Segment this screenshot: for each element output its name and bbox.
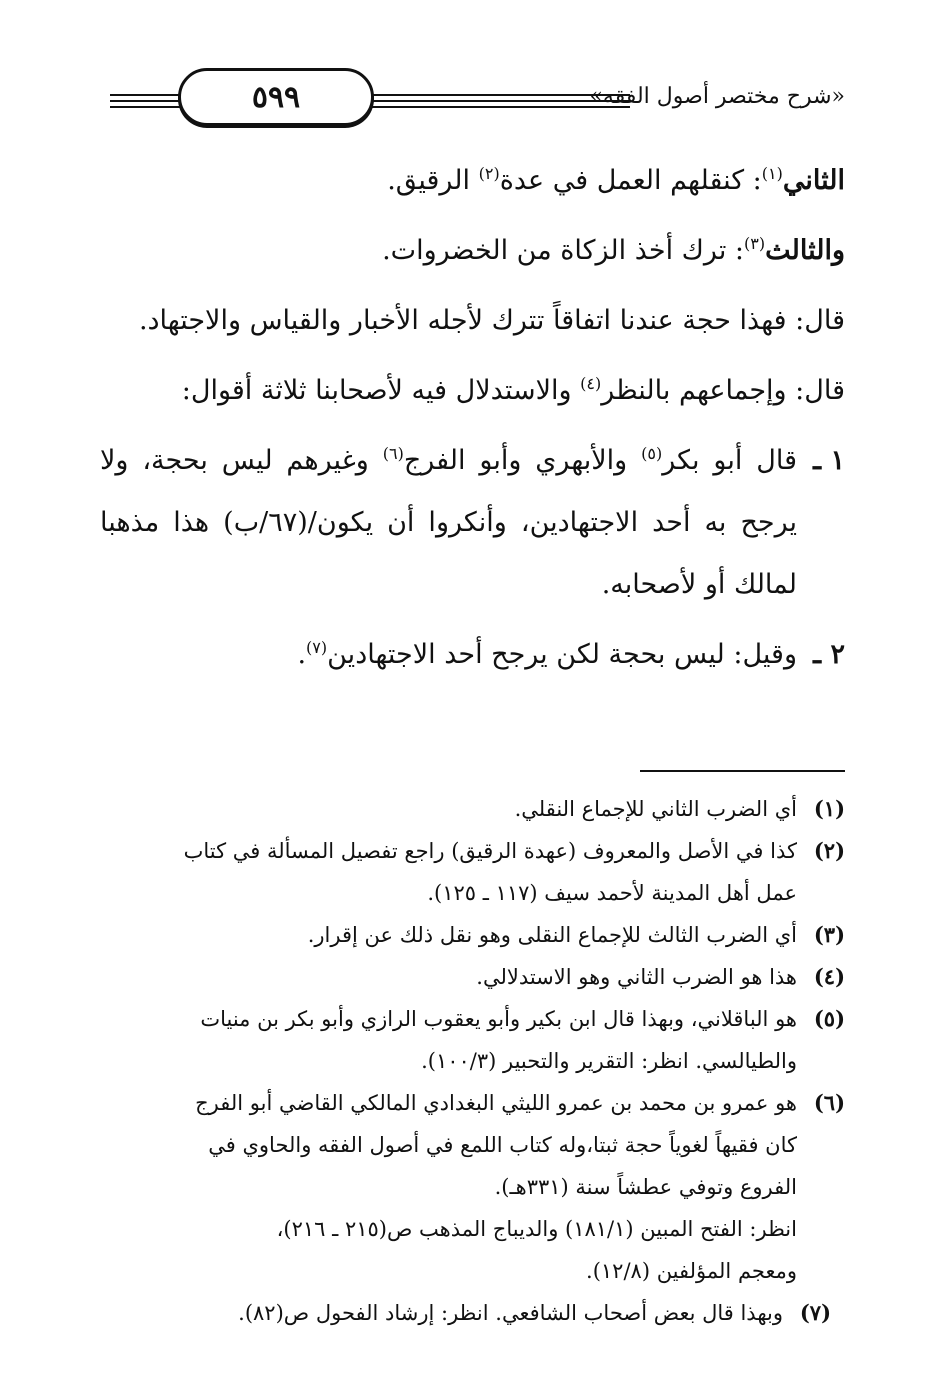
footnote-line: أي الضرب الثاني للإجماع النقلي. — [514, 797, 797, 821]
list-text-part: والأبهري وأبو الفرج — [403, 445, 642, 476]
footnote-line: وبهذا قال بعض أصحاب الشافعي. انظر: إرشاد الفحول ص(٨٢). — [238, 1301, 783, 1325]
footnote-ref: (٦) — [382, 444, 404, 463]
paragraph-label: والثالث — [765, 235, 845, 266]
list-text-part: وقيل: ليس بحجة لكن يرجح أحد الاجتهادين — [327, 639, 797, 670]
list-text-part: وغيرهم ليس بحجة، ولا يرجح به أحد الاجتهادين، وأنكروا أن يكون/(٦٧/ب) هذا مذهبا لمالك أو لأصحابه. — [100, 445, 797, 600]
footnotes — [100, 788, 845, 1334]
footnote-ref: (٤) — [580, 374, 602, 393]
footnote-ref: (١) — [761, 164, 783, 183]
footnote-number: (٧) — [799, 1300, 831, 1325]
footnote-line: الفروع وتوفي عطشاً سنة (٣٣١هـ). — [494, 1175, 797, 1199]
footnote-ref: (٧) — [306, 638, 328, 657]
footnote — [100, 1292, 831, 1334]
footnote-text — [100, 830, 797, 914]
page-number: ٥٩٩ — [251, 79, 301, 115]
footnote-line: عمل أهل المدينة لأحمد سيف (١١٧ ـ ١٢٥). — [427, 881, 797, 905]
paragraph-text: : ترك أخذ الزكاة من الخضروات. — [382, 235, 745, 266]
list-item — [100, 624, 845, 686]
footnote-number: (٢) — [813, 838, 845, 863]
footnote-line: هذا هو الضرب الثاني وهو الاستدلالي. — [476, 965, 797, 989]
running-header — [100, 60, 845, 130]
paragraph-text: الرقيق. — [387, 165, 479, 196]
footnote-line: ومعجم المؤلفين (١٢/٨). — [586, 1259, 797, 1283]
list-number: ١ ـ — [813, 445, 845, 476]
footnote-text — [100, 914, 797, 956]
footnote-line: كذا في الأصل والمعروف (عهدة الرقيق) راجع تفصيل المسألة في كتاب — [183, 839, 797, 863]
footnote — [100, 956, 845, 998]
footnote-line: أي الضرب الثالث للإجماع النقلى وهو نقل ذلك عن إقرار. — [307, 923, 797, 947]
footnote — [100, 1082, 845, 1292]
footnote — [100, 788, 845, 830]
footnote — [100, 998, 845, 1082]
paragraph-text: والاستدلال فيه لأصحابنا ثلاثة أقوال: — [181, 375, 581, 406]
paragraph-third — [100, 220, 845, 282]
footnote-number: (٥) — [813, 1006, 845, 1031]
footnote-ref: (٣) — [744, 234, 766, 253]
paragraph-second — [100, 150, 845, 212]
paragraph-text: قال: وإجماعهم بالنظر — [601, 375, 845, 406]
footnote — [100, 914, 845, 956]
footnote-line: كان فقيهاً لغوياً حجة ثبتا،وله كتاب اللمع في أصول الفقه والحاوي في — [208, 1133, 797, 1157]
paragraph-qal-2 — [100, 360, 845, 422]
footnote-number: (٣) — [813, 922, 845, 947]
footnote-text — [100, 998, 797, 1082]
footnote-ref: (٥) — [641, 444, 663, 463]
footnote-number: (٤) — [813, 964, 845, 989]
paragraph-label: الثاني — [782, 165, 845, 196]
footnote-text — [100, 1082, 797, 1292]
list-number: ٢ ـ — [813, 639, 845, 670]
footnote-text — [100, 1292, 783, 1334]
list-text-part: قال أبو بكر — [662, 445, 797, 476]
footnote — [100, 830, 845, 914]
paragraph-text: : كنقلهم العمل في عدة — [499, 165, 762, 196]
footnote-separator — [640, 770, 845, 772]
footnote-text — [100, 788, 797, 830]
footnote-text — [100, 956, 797, 998]
list-item — [100, 430, 845, 616]
page-number-badge — [178, 68, 374, 126]
list-text — [100, 624, 797, 686]
footnote-line: هو الباقلاني، وبهذا قال ابن بكير وأبو يعقوب الرازي وأبو بكر بن منيات — [200, 1007, 797, 1031]
footnote-line: هو عمرو بن محمد بن عمرو الليثي البغدادي المالكي القاضي أبو الفرج — [195, 1091, 797, 1115]
footnote-line: والطيالسي. انظر: التقرير والتحبير (١٠٠/٣). — [421, 1049, 797, 1073]
paragraph-qal-1: قال: فهذا حجة عندنا اتفاقاً تترك لأجله الأخبار والقياس والاجتهاد. — [138, 305, 845, 336]
footnote-ref: (٢) — [478, 164, 500, 183]
footnote-number: (٦) — [813, 1090, 845, 1115]
main-text — [100, 150, 845, 686]
list-text — [100, 430, 797, 616]
book-title: «شرح مختصر أصول الفقه» — [589, 84, 845, 109]
list-text-part: . — [297, 639, 307, 670]
footnote-line: انظر: الفتح المبين (١٨١/١) والديباج المذهب ص(٢١٥ ـ ٢١٦)، — [276, 1217, 797, 1241]
footnote-number: (١) — [813, 796, 845, 821]
